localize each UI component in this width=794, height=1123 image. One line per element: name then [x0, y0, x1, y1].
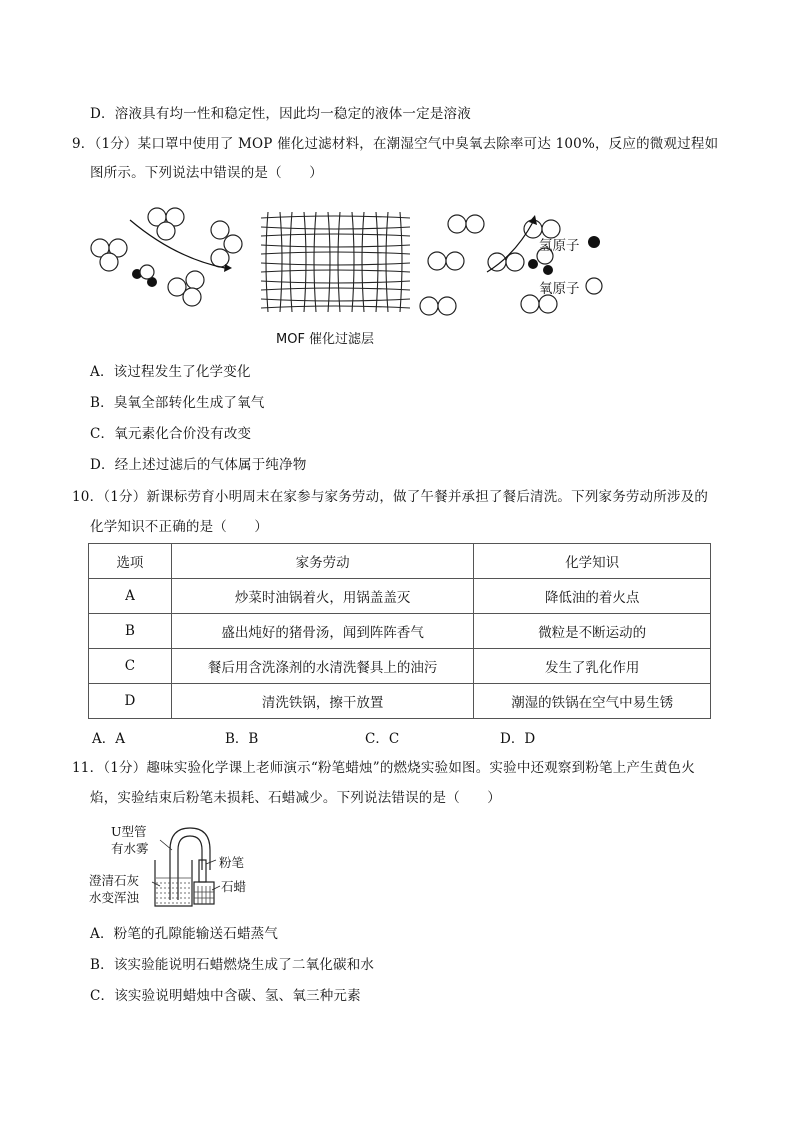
q10-answer-d: D．D — [500, 731, 536, 747]
q9-option-d: D．经上述过滤后的气体属于纯净物 — [90, 457, 307, 473]
label-chalk: 粉笔 — [219, 855, 245, 870]
label-water-mist: 有水雾 — [111, 841, 149, 856]
table-cell: A — [89, 579, 172, 614]
oxygen-atom-legend-icon — [586, 278, 602, 294]
label-u-tube: U型管 — [111, 824, 147, 839]
table-row — [89, 684, 711, 719]
label-limewater-2: 水变浑浊 — [89, 890, 140, 905]
q9-stem-line1: 9．（1分）某口罩中使用了 MOP 催化过滤材料，在潮湿空气中臭氧去除率可达 100%，反应的微观过程如 — [72, 136, 719, 152]
table-cell: 餐后用含洗涤剂的水清洗餐具上的油污 — [171, 649, 474, 684]
label-limewater-1: 澄清石灰 — [89, 873, 140, 888]
ozone-molecule-4 — [168, 271, 204, 306]
table-cell: 微粒是不断运动的 — [474, 614, 711, 649]
q9-option-a: A．该过程发生了化学变化 — [90, 364, 251, 380]
legend-oxygen: 氧原子 — [539, 281, 580, 297]
q10-table — [88, 543, 711, 719]
table-cell: B — [89, 614, 172, 649]
q10-answer-c: C．C — [365, 731, 400, 747]
q9-stem-line2: 图所示。下列说法中错误的是（ ） — [90, 165, 323, 181]
table-cell: 炒菜时油锅着火，用锅盖盖灭 — [171, 579, 474, 614]
table-cell: 降低油的着火点 — [474, 579, 711, 614]
q11-stem-line1: 11．（1分）趣味实验化学课上老师演示“粉笔蜡烛”的燃烧实验如图。实验中还观察到粉笔上产生黄色火 — [72, 760, 695, 776]
q9-mof-figure — [85, 200, 685, 330]
q9-option-c: C．氧元素化合价没有改变 — [90, 426, 252, 442]
table-row — [89, 649, 711, 684]
q10-stem-line1: 10．（1分）新课标劳育小明周末在家参与家务劳动，做了午餐并承担了餐后清洗。下列家务劳动所涉及的 — [72, 489, 709, 505]
table-row — [89, 614, 711, 649]
table-row — [89, 579, 711, 614]
q11-apparatus-figure — [150, 820, 230, 910]
table-header: 化学知识 — [474, 544, 711, 579]
q9-option-b: B．臭氧全部转化生成了氧气 — [90, 395, 265, 411]
mof-filter-grid — [261, 212, 410, 312]
q11-option-b: B．该实验能说明石蜡燃烧生成了二氧化碳和水 — [90, 957, 375, 973]
table-cell: 潮湿的铁锅在空气中易生锈 — [474, 684, 711, 719]
table-header: 选项 — [89, 544, 172, 579]
table-cell: 盛出炖好的猪骨汤，闻到阵阵香气 — [171, 614, 474, 649]
table-cell: D — [89, 684, 172, 719]
q10-answer-b: B．B — [225, 731, 259, 747]
table-cell: 发生了乳化作用 — [474, 649, 711, 684]
table-header-row — [89, 544, 711, 579]
q10-answer-a: A．A — [92, 731, 125, 747]
ozone-molecule-2 — [91, 239, 127, 271]
legend-hydrogen: 氢原子 — [539, 238, 580, 254]
q8-option-d: D．溶液具有均一性和稳定性，因此均一稳定的液体一定是溶液 — [90, 106, 471, 122]
q11-option-c: C．该实验说明蜡烛中含碳、氢、氧三种元素 — [90, 988, 361, 1004]
q11-option-a: A．粉笔的孔隙能输送石蜡蒸气 — [90, 926, 279, 942]
q9-figure-caption: MOF 催化过滤层 — [276, 332, 375, 347]
q11-stem-line2: 焰，实验结束后粉笔未损耗、石蜡减少。下列说法错误的是（ ） — [90, 790, 501, 806]
table-cell: C — [89, 649, 172, 684]
hydrogen-atom-legend-icon — [588, 236, 600, 248]
ozone-molecule-3 — [211, 221, 242, 267]
ozone-molecule-1 — [148, 208, 184, 240]
table-header: 家务劳动 — [171, 544, 474, 579]
table-cell: 清洗铁锅，擦干放置 — [171, 684, 474, 719]
q10-stem-line2: 化学知识不正确的是（ ） — [90, 519, 269, 535]
label-wax: 石蜡 — [221, 879, 247, 894]
